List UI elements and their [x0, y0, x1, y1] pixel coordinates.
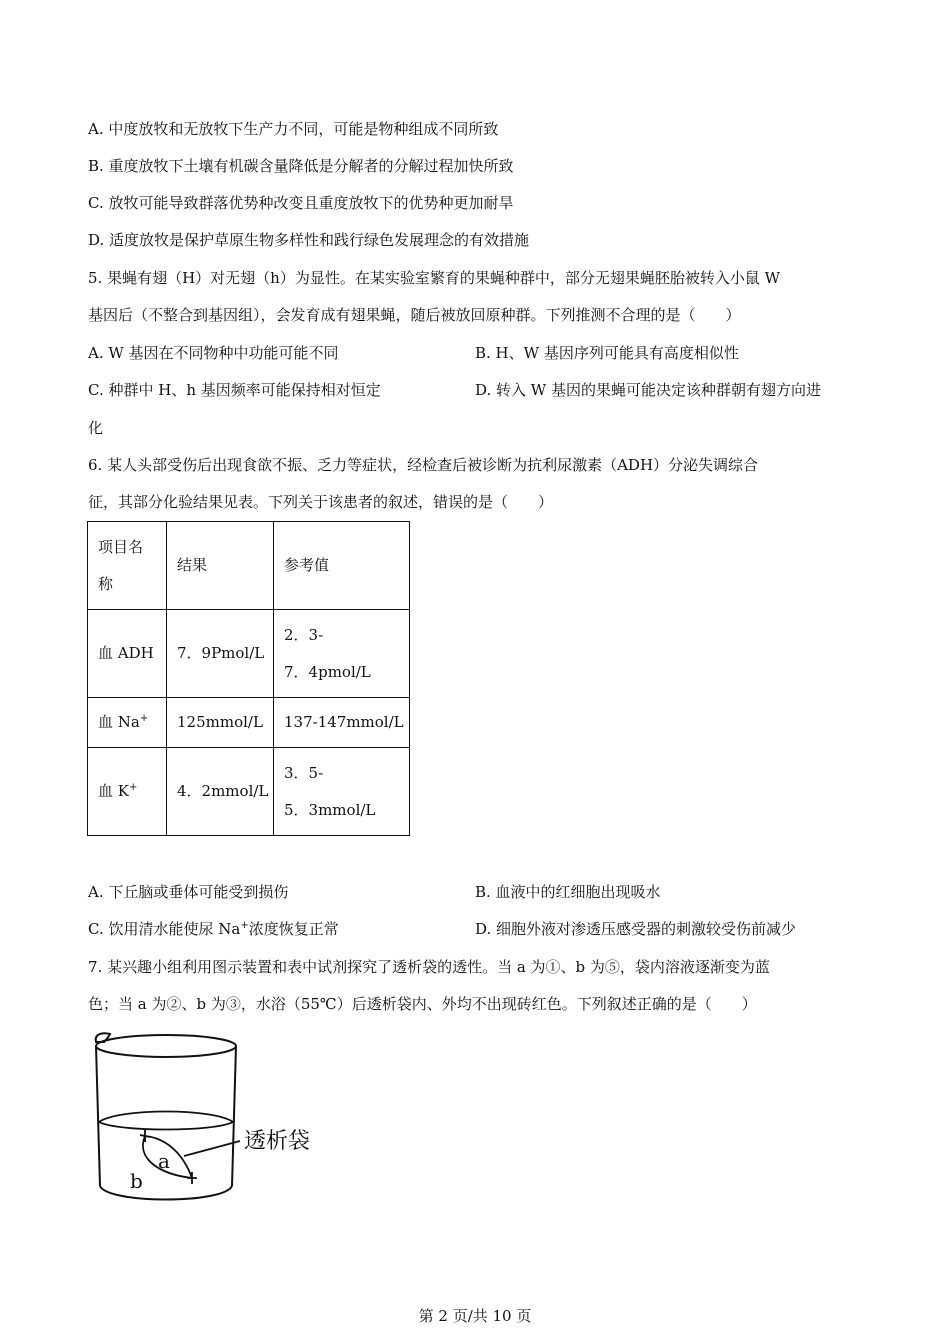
q5-option-b: B. H、W 基因序列可能具有高度相似性	[475, 344, 739, 362]
q5-option-c: C. 种群中 H、h 基因频率可能保持相对恒定	[88, 381, 381, 399]
cell-result: 4．2mmol/L	[167, 748, 274, 836]
q7-stem-line1: 7. 某兴趣小组利用图示装置和表中试剂探究了透析袋的透性。当 a 为①、b 为⑤，袋内溶液逐渐变为蓝	[88, 958, 770, 976]
cell-reference: 3．5- 5．3mmol/L	[274, 748, 410, 836]
cell-reference: 2．3- 7．4pmol/L	[274, 610, 410, 698]
cell-reference: 137-147mmol/L	[274, 698, 410, 748]
q4-option-a: A. 中度放牧和无放牧下生产力不同，可能是物种组成不同所致	[88, 120, 499, 138]
table-row	[88, 698, 410, 748]
label-a: a	[158, 1149, 170, 1173]
dialysis-bag	[140, 1130, 240, 1184]
q6-stem-line1: 6. 某人头部受伤后出现食欲不振、乏力等症状，经检查后被诊断为抗利尿激素（ADH）分泌失调综合	[88, 456, 759, 474]
cell-item: 血 ADH	[88, 610, 167, 698]
cell-item: 血 K+	[88, 748, 167, 836]
header-result: 结果	[167, 522, 274, 610]
q4-option-c: C. 放牧可能导致群落优势种改变且重度放牧下的优势种更加耐旱	[88, 194, 514, 212]
water-surface	[99, 1112, 233, 1130]
q6-option-c: C. 饮用清水能使尿 Na+浓度恢复正常	[88, 920, 339, 938]
table-row	[88, 748, 410, 836]
q5-stem-line2: 基因后（不整合到基因组），会发育成有翅果蝇，随后被放回原种群。下列推测不合理的是（ ）	[88, 306, 741, 324]
bag-label: 透析袋	[244, 1129, 311, 1154]
dialysis-beaker-diagram	[88, 1028, 358, 1218]
q6-option-a: A. 下丘脑或垂体可能受到损伤	[88, 883, 289, 901]
q6-option-b: B. 血液中的红细胞出现吸水	[475, 883, 661, 901]
q7-stem-line2: 色；当 a 为②、b 为③，水浴（55℃）后透析袋内、外均不出现砖红色。下列叙述正确的是（ ）	[88, 995, 757, 1013]
header-reference: 参考值	[274, 522, 410, 610]
q5-option-d-line2: 化	[88, 419, 104, 437]
label-b: b	[130, 1169, 143, 1193]
q4-option-d: D. 适度放牧是保护草原生物多样性和践行绿色发展理念的有效措施	[88, 231, 530, 249]
cell-result: 125mmol/L	[167, 698, 274, 748]
table-header-row	[88, 522, 410, 610]
table-row	[88, 610, 410, 698]
q5-stem-line1: 5. 果蝇有翅（H）对无翅（h）为显性。在某实验室繁育的果蝇种群中，部分无翅果蝇胚胎被转入小鼠 W	[88, 269, 781, 287]
cell-item: 血 Na+	[88, 698, 167, 748]
header-item-name: 项目名 称	[88, 522, 167, 610]
q5-option-d-line1: D. 转入 W 基因的果蝇可能决定该种群朝有翅方向进	[475, 381, 821, 399]
q6-stem-line2: 征，其部分化验结果见表。下列关于该患者的叙述，错误的是（ ）	[88, 493, 554, 511]
q4-option-b: B. 重度放牧下土壤有机碳含量降低是分解者的分解过程加快所致	[88, 157, 514, 175]
q5-option-a: A. W 基因在不同物种中功能可能不同	[88, 344, 339, 362]
cell-result: 7．9Pmol/L	[167, 610, 274, 698]
page-footer: 第 2 页/共 10 页	[418, 1307, 532, 1325]
lab-result-table	[87, 521, 410, 836]
q6-option-d: D. 细胞外液对渗透压感受器的刺激较受伤前减少	[475, 920, 797, 938]
